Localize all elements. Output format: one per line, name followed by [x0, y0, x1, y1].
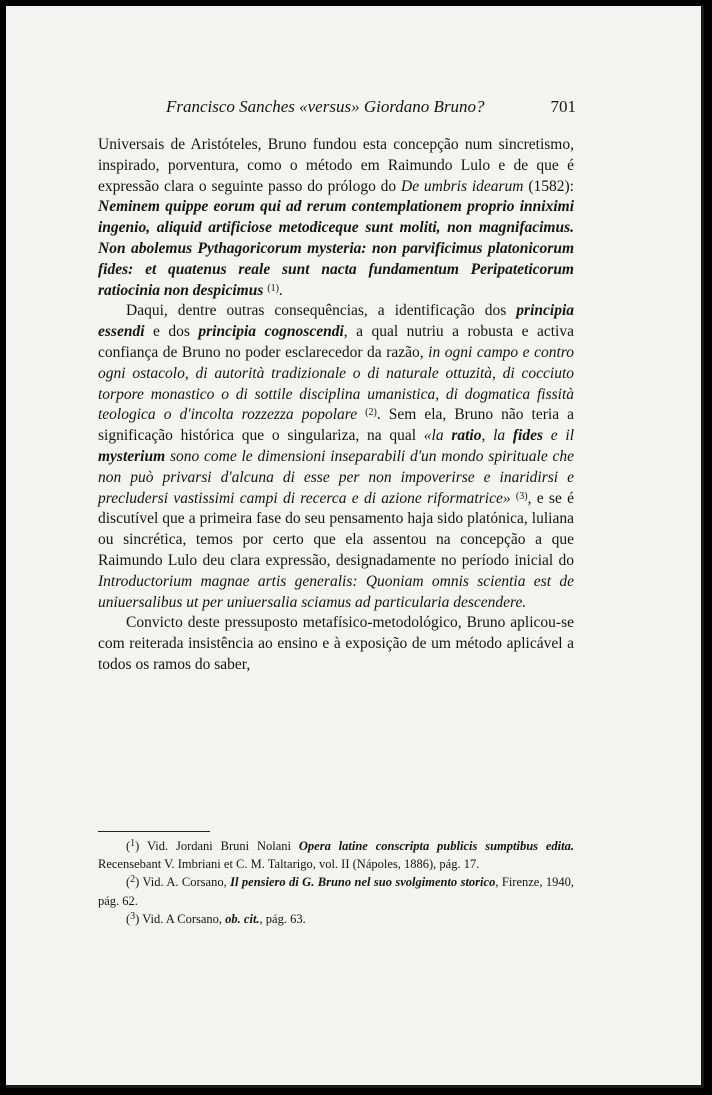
body-text — [98, 135, 574, 676]
emphasis-run: De umbris idearum — [401, 177, 524, 195]
emphasis-run: fides — [512, 427, 544, 445]
text-run: ) Vid. A Corsano, — [135, 911, 226, 926]
note-reference: 1 — [130, 838, 136, 849]
page-number: 701 — [550, 97, 576, 116]
text-run: , a qual nutriu a robusta e activa confiança de Bruno no poder esclarecedor da razão, — [98, 323, 574, 361]
footnote-1 — [98, 837, 574, 873]
text-run: , pág. 63. — [259, 911, 306, 926]
emphasis-run: ob. cit. — [225, 911, 260, 926]
emphasis-run: in ogni campo e contro ogni ostacolo, di autorità tradizionale o di naturale ottuzità, di cocciuto torpore monastico o di sottile disciplina umanistica, di dogmatica fissità teologica o d'incolta rozzezza popolare — [98, 343, 574, 424]
emphasis-run: ratio — [451, 427, 482, 445]
text-run: , Firenze, 1940, pág. 62. — [98, 875, 575, 908]
text-run: ) Vid. A. Corsano, — [135, 875, 231, 890]
emphasis-run: Il pensiero di G. Bruno nel suo svolgimento storico — [230, 875, 496, 890]
text-run: Daqui, dentre outras consequências, a identificação dos — [126, 302, 517, 320]
text-run: Convicto deste pressuposto metafísico-metodológico, Bruno aplicou-se com reiterada insistência ao ensino e à exposição de um método aplicável a todos os ramos do saber, — [98, 614, 574, 673]
footnote-2 — [98, 873, 574, 909]
text-run: (1582): — [523, 177, 574, 195]
emphasis-run: sono come le dimensioni inseparabili d'un mondo spirituale che non può privarsi d'alcuna di esse per non impoverirse e inaridirsi e precludersi vastissimi campi di recerca e di azione riformatrice» — [98, 447, 574, 507]
footnote-3 — [98, 910, 574, 928]
footnotes — [98, 837, 574, 928]
emphasis-run: principia cognoscendi — [198, 323, 344, 341]
note-reference: (2) — [365, 407, 377, 419]
text-run: Recensebant V. Imbriani et C. M. Taltarigo, vol. II (Nápoles, 1886), pág. 17. — [98, 857, 480, 872]
note-reference: 3 — [130, 910, 136, 922]
paragraph-2 — [98, 301, 574, 613]
text-run: ( — [126, 875, 131, 890]
text-run: , e se é discutível que a primeira fase do seu pensamento haja sido platónica, luliana ou sincrética, temos por certo que ela assentou na concepção a que Raimundo Lulo deu clara expressão, designadamente no período inicial do — [98, 489, 574, 569]
note-reference: (1) — [267, 282, 279, 294]
emphasis-run: principia essendi — [98, 302, 574, 341]
footnote-rule — [98, 831, 210, 832]
emphasis-run: Introductorium magnae artis generalis: Quoniam omnis scientia est de uniuersalibus ut per uniuersalia sciamus ad particularia descendere. — [98, 572, 574, 611]
emphasis-run: , la — [481, 427, 513, 445]
emphasis-run: «la — [423, 427, 452, 445]
text-run: ) Vid. Jordani Bruni Nolani — [135, 839, 299, 853]
emphasis-run: Opera latine conscripta publicis sumptibus edita. — [298, 839, 574, 853]
note-reference: 2 — [130, 874, 136, 886]
paragraph-3 — [98, 613, 574, 675]
text-run: ( — [126, 911, 131, 926]
emphasis-run: e il — [543, 427, 575, 445]
text-run: . — [278, 281, 283, 299]
paragraph-1 — [98, 135, 574, 301]
text-run: ( — [126, 839, 131, 853]
note-reference: (3) — [515, 490, 528, 502]
emphasis-run: mysterium — [98, 447, 166, 465]
text-run — [357, 406, 365, 423]
running-head: Francisco Sanches «versus» Giordano Bruno? — [166, 97, 485, 116]
text-run: e dos — [144, 323, 199, 341]
book-page — [6, 6, 704, 1088]
page-header — [166, 95, 576, 119]
emphasis-run: Neminem quippe eorum qui ad rerum contemplationem proprio inniximi ingenio, aliquid artificiose metodiceque sunt moliti, non magnifacimus. Non abolemus Pythagoricorum mysteria: non parvificimus platonicorum fides: et quatenus reale sunt nacta fundamentum Peripateticorum ratiocinia non despicimus — [98, 198, 574, 299]
text-run: Universais de Aristóteles, Bruno fundou esta concepção num sincretismo, inspirado, porventura, como o método em Raimundo Lulo e de que é expressão clara o seguinte passo do prólogo do — [98, 136, 574, 195]
text-run: . Sem ela, Bruno não teria a significação histórica que o singulariza, na qual — [98, 406, 575, 445]
